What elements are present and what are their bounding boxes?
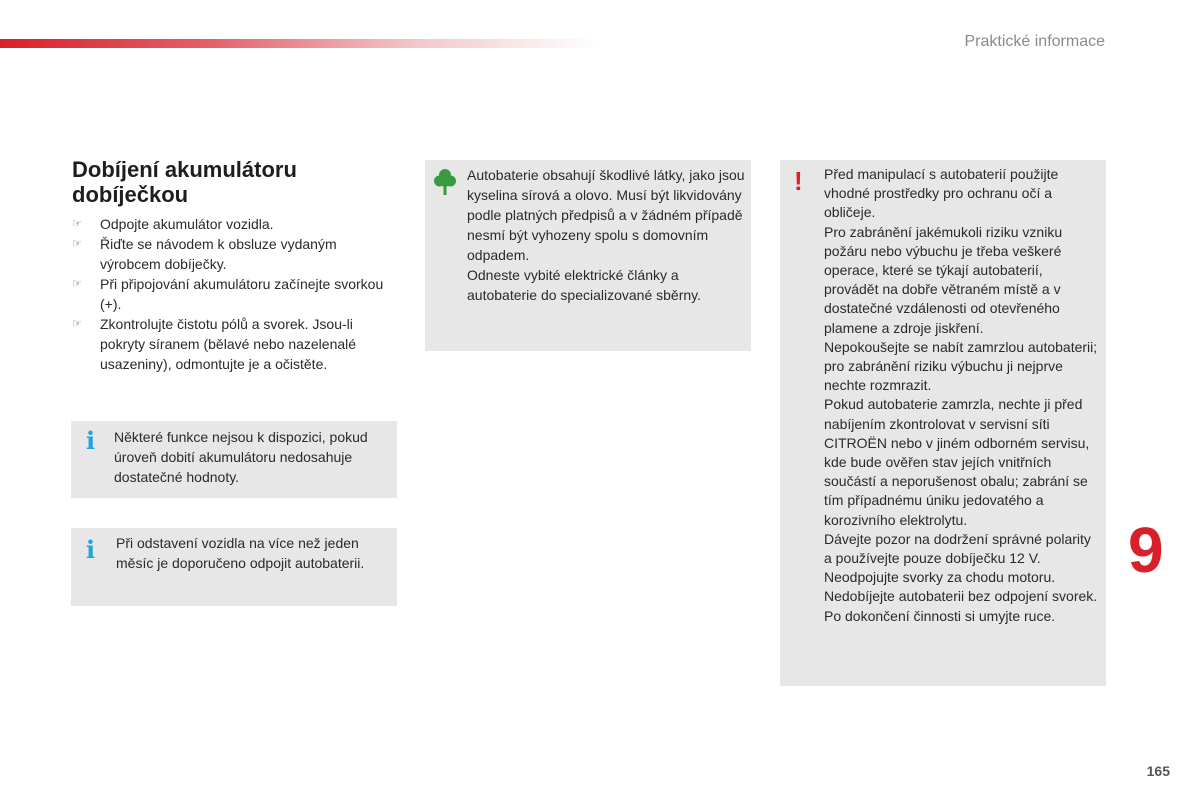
info-icon: i bbox=[86, 426, 96, 455]
eco-box bbox=[425, 160, 751, 351]
pointing-hand-icon: ☞ bbox=[72, 218, 82, 230]
list-item-text: Odpojte akumulátor vozidla. bbox=[100, 216, 274, 232]
info-text: Při odstavení vozidla na více než jeden měsíc je doporučeno odpojit autobaterii. bbox=[116, 535, 365, 571]
page-title: Dobíjení akumulátoru dobíječkou bbox=[72, 157, 297, 207]
list-item-text: Řiďte se návodem k obsluze vydaným výrobcem dobíječky. bbox=[100, 236, 337, 272]
list-item-text: Zkontrolujte čistotu pólů a svorek. Jsou-li pokryty síranem (bělavé nebo nazelenalé usazeniny), odmontujte je a očistěte. bbox=[100, 316, 357, 372]
warning-paragraph: Nedobíjejte autobaterii bez odpojení svorek. bbox=[824, 588, 1098, 605]
list-item bbox=[72, 274, 392, 314]
header-accent-bar bbox=[0, 39, 600, 48]
list-item bbox=[72, 214, 392, 234]
warning-paragraph: Před manipulací s autobaterií použijte vhodné prostředky pro ochranu očí a obličeje. bbox=[824, 166, 1059, 221]
instruction-list bbox=[72, 214, 392, 374]
list-item-text: Při připojování akumulátoru začínejte svorkou (+). bbox=[100, 276, 384, 312]
list-item bbox=[72, 314, 392, 374]
warning-paragraph: Po dokončení činnosti si umyjte ruce. bbox=[824, 607, 1056, 624]
eco-paragraph: Odneste vybité elektrické články a autobaterie do specializované sběrny. bbox=[467, 267, 702, 303]
warning-paragraph: Neodpojujte svorky za chodu motoru. bbox=[824, 569, 1056, 586]
section-title: Praktické informace bbox=[964, 33, 1105, 50]
list-item bbox=[72, 234, 392, 274]
page-number: 165 bbox=[1146, 763, 1170, 779]
tree-icon bbox=[434, 168, 456, 201]
warning-paragraph: Nepokoušejte se nabít zamrzlou autobaterii; pro zabránění riziku výbuchu ji nejprve nechte rozmrazit. bbox=[824, 338, 1098, 394]
info-box-low-charge bbox=[71, 421, 397, 498]
info-icon: i bbox=[86, 535, 96, 564]
eco-text bbox=[467, 165, 747, 305]
warning-exclamation-icon: ! bbox=[794, 166, 803, 196]
warning-paragraph: Pokud autobaterie zamrzla, nechte ji před nabíjením zkontrolovat v servisní síti CITROËN nebo v jiném odborném servisu, kde bude ověřen stav jejích vnitřních součástí a neporušenost obalu; zabrání se tím případnému úniku jedovatého a korozivního elektrolytu. bbox=[824, 396, 1090, 528]
pointing-hand-icon: ☞ bbox=[72, 238, 82, 250]
pointing-hand-icon: ☞ bbox=[72, 278, 82, 290]
warning-box bbox=[780, 160, 1106, 686]
warning-text bbox=[824, 165, 1099, 626]
info-text: Některé funkce nejsou k dispozici, pokud úroveň dobití akumulátoru nedosahuje dostatečné hodnoty. bbox=[114, 429, 368, 485]
eco-paragraph: Autobaterie obsahují škodlivé látky, jako jsou kyselina sírová a olovo. Musí být likvidovány podle platných předpisů a v žádném případě nesmí být vyhozeny spolu s domovním odpadem. bbox=[467, 167, 745, 263]
chapter-number: 9 bbox=[1128, 514, 1164, 586]
warning-paragraph: Dávejte pozor na dodržení správné polarity a používejte pouze dobíječku 12 V. bbox=[824, 530, 1091, 567]
info-box-parking bbox=[71, 528, 397, 606]
warning-paragraph: Pro zabránění jakémukoli riziku vzniku požáru nebo výbuchu je třeba veškeré operace, které se týkají autobaterií, provádět na dobře větraném místě a v dostatečné vzdálenosti od otevřeného plamene a zdroje jiskření. bbox=[824, 223, 1063, 336]
pointing-hand-icon: ☞ bbox=[72, 318, 82, 330]
